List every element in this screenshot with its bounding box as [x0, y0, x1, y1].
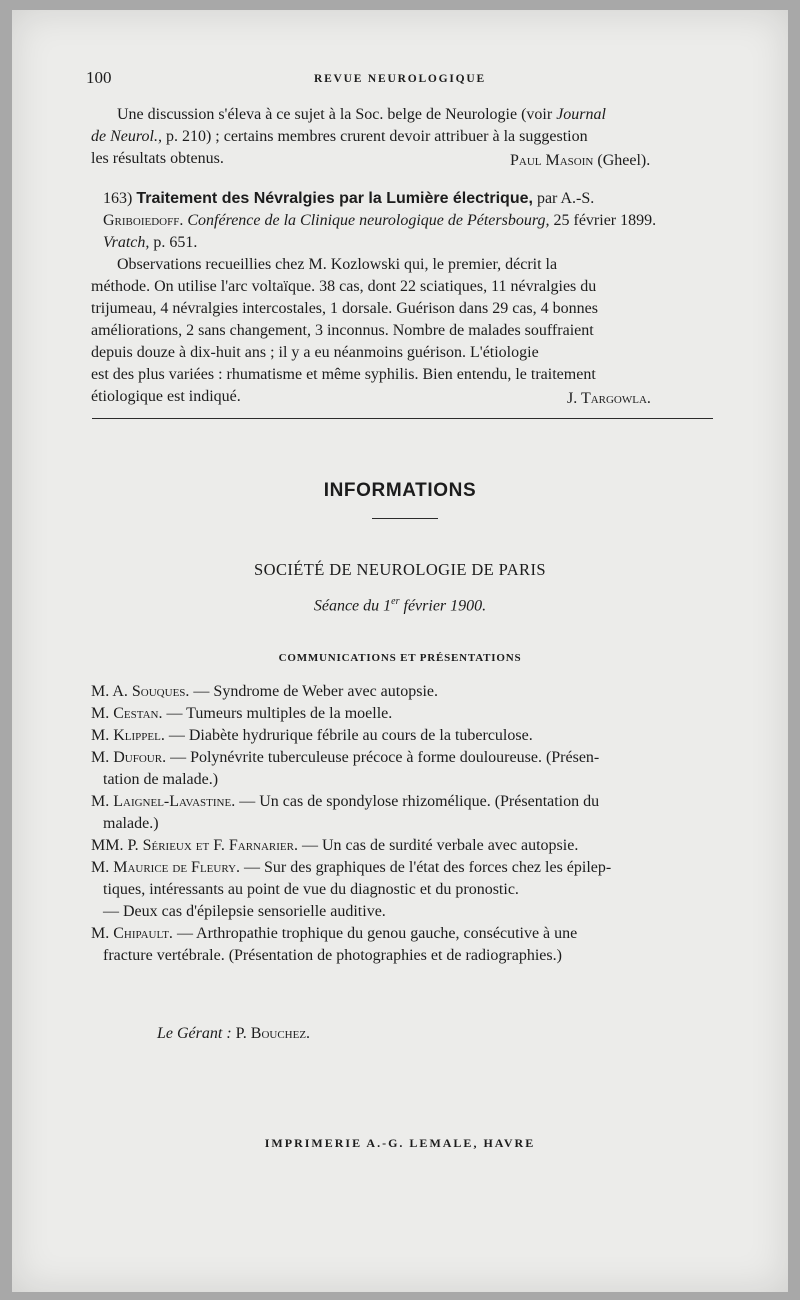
- article-page: p. 651.: [149, 234, 198, 251]
- communication-continuation: tation de malade.): [103, 771, 219, 788]
- article-body-line: depuis douze à dix-huit ans ; il y a eu néanmoins guérison. L'étiologie: [91, 344, 539, 361]
- communication-continuation: tiques, intéressants au point de vue du diagnostic et du pronostic.: [103, 881, 519, 898]
- article-title-line: [103, 188, 594, 210]
- author-name: Paul Masoin: [510, 152, 594, 169]
- article-author: Griboiedoff.: [103, 212, 184, 229]
- author-place: (Gheel).: [593, 152, 651, 169]
- communication-title: — Un cas de surdité verbale avec autopsie.: [297, 837, 579, 854]
- communication-item: [91, 857, 611, 879]
- running-title: REVUE NEUROLOGIQUE: [313, 73, 487, 85]
- communication-item: [91, 791, 599, 813]
- communication-continuation: fracture vertébrale. (Présentation de photographies et de radiographies.): [103, 947, 562, 964]
- communication-title: — Arthropathie trophique du genou gauche, consécutive à une: [172, 925, 578, 942]
- discussion-text: p. 210) ; certains membres crurent devoir attribuer à la suggestion: [161, 128, 588, 145]
- section-heading: COMMUNICATIONS ET PRÉSENTATIONS: [278, 652, 522, 664]
- presenter-name: M. Dufour.: [91, 749, 167, 766]
- communication-title: — Deux cas d'épilepsie sensorielle auditive.: [103, 903, 386, 920]
- discussion-line-1: [117, 104, 606, 126]
- communication-title: — Un cas de spondylose rhizomélique. (Présentation du: [235, 793, 600, 810]
- journal-ref: Journal: [556, 106, 606, 123]
- manager-label: Le Gérant :: [157, 1025, 232, 1042]
- communication-item: [91, 703, 392, 725]
- communication-title: — Polynévrite tuberculeuse précoce à forme douloureuse. (Présen-: [166, 749, 600, 766]
- discussion-signature: [510, 150, 650, 172]
- article-body-line: Observations recueillies chez M. Kozlowski qui, le premier, décrit la: [117, 256, 558, 273]
- presenter-name: M. Maurice de Fleury.: [91, 859, 241, 876]
- title-underline: [372, 518, 438, 519]
- presenter-name: M. A. Souques.: [91, 683, 190, 700]
- session-suffix: février 1900.: [399, 597, 487, 615]
- article-body-line: est des plus variées : rhumatisme et même syphilis. Bien entendu, le traitement: [91, 366, 596, 383]
- manager-line: [157, 1023, 310, 1045]
- communication-item: [91, 923, 577, 945]
- session-prefix: Séance du 1: [313, 597, 392, 615]
- session-sup: er: [391, 596, 400, 607]
- discussion-line-3: [91, 148, 224, 170]
- article-signature: J. Targowla.: [567, 390, 651, 407]
- discussion-text: les résultats obtenus.: [91, 150, 224, 167]
- communication-title: — Syndrome de Weber avec autopsie.: [189, 683, 438, 700]
- journal-abbrev: de Neurol.,: [91, 128, 162, 145]
- discussion-text: Une discussion s'éleva à ce sujet à la Soc. belge de Neurologie (voir: [117, 106, 557, 123]
- manager-name: P. Bouchez.: [235, 1025, 311, 1042]
- article-body-line: améliorations, 2 sans changement, 3 inconnus. Nombre de malades souffraient: [91, 322, 594, 339]
- discussion-line-2: [91, 126, 588, 148]
- article-source-line: [103, 210, 656, 232]
- section-title: INFORMATIONS: [323, 480, 477, 501]
- presenter-name: MM. P. Sérieux et F. Farnarier.: [91, 837, 298, 854]
- presenter-name: M. Laignel-Lavastine.: [91, 793, 236, 810]
- article-journal-line: [103, 232, 197, 254]
- article-number: 163): [103, 190, 133, 207]
- article-journal: Vratch,: [103, 234, 150, 251]
- article-body-line: trijumeau, 4 névralgies intercostales, 1 dorsale. Guérison dans 29 cas, 4 bonnes: [91, 300, 598, 317]
- article-source: Conférence de la Clinique neurologique de Pétersbourg,: [187, 212, 550, 229]
- article-title: Traitement des Névralgies par la Lumière électrique,: [136, 190, 533, 207]
- printer-imprint: IMPRIMERIE A.-G. LEMALE, HAVRE: [264, 1136, 536, 1150]
- communication-title: — Diabète hydrurique fébrile au cours de la tuberculose.: [164, 727, 533, 744]
- communication-item: [91, 725, 533, 747]
- presenter-name: M. Cestan.: [91, 705, 163, 722]
- society-name: SOCIÉTÉ DE NEUROLOGIE DE PARIS: [254, 560, 546, 579]
- article-body-line: étiologique est indiqué.: [91, 388, 241, 405]
- communication-item: [91, 681, 438, 703]
- page-number: 100: [86, 68, 112, 87]
- section-divider: [92, 418, 713, 419]
- communication-title: — Sur des graphiques de l'état des forces chez les épilep-: [240, 859, 612, 876]
- article-body-line: méthode. On utilise l'arc voltaïque. 38 cas, dont 22 sciatiques, 11 névralgies du: [91, 278, 597, 295]
- article-by: par A.-S.: [532, 190, 595, 207]
- communication-title: — Tumeurs multiples de la moelle.: [162, 705, 393, 722]
- article-date: 25 février 1899.: [549, 212, 657, 229]
- presenter-name: M. Chipault.: [91, 925, 173, 942]
- communication-item: [91, 747, 599, 769]
- communication-continuation: malade.): [103, 815, 159, 832]
- session-date: [0, 596, 800, 615]
- communication-item: [91, 835, 578, 857]
- communication-item: [103, 901, 386, 923]
- presenter-name: M. Klippel.: [91, 727, 165, 744]
